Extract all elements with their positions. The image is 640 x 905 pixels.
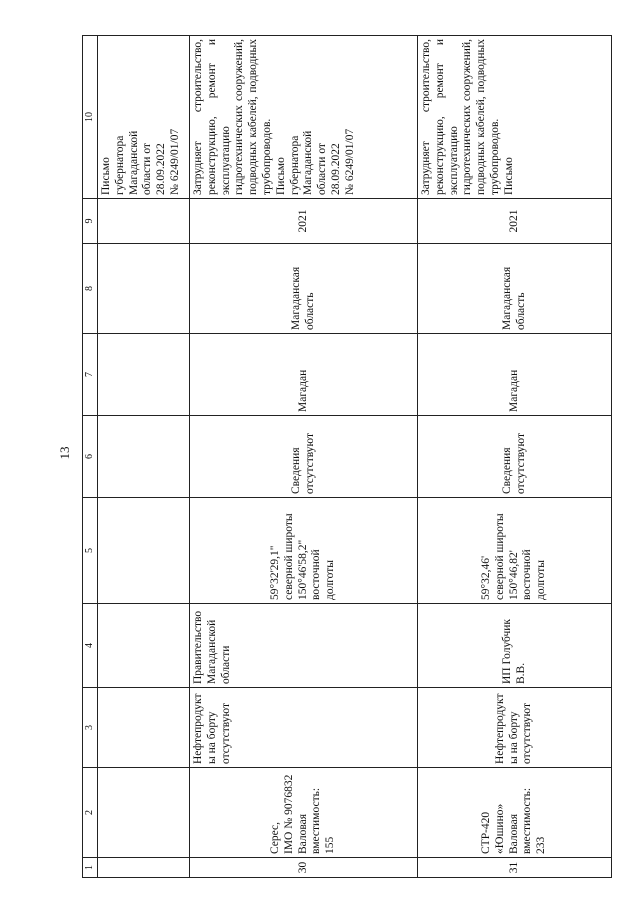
header-col-9: 9 [83, 199, 98, 244]
registry-table-rotated [82, 36, 610, 878]
vessel-cell: СТР-420 «Юшино» Валовая вместимость: 233 [418, 768, 612, 858]
year-cell: 2021 [418, 199, 612, 244]
owner-cell: Правительство Магаданской области [190, 604, 418, 688]
page-number: 13 [57, 446, 72, 460]
note-text: Затрудняет строительство, реконструкцию, ремонт и эксплуатацию гидротехнических сооружений, подводных кабелей, подводных трубопроводов. [192, 39, 273, 195]
locality-cell: Магадан [418, 334, 612, 416]
registry-table [82, 35, 612, 878]
table-row [418, 36, 612, 878]
coordinates-cell: 59°32,46' северной широты 150°46,82' восточной долготы [418, 498, 612, 604]
coordinates-cell: 59°32'29,1" северной широты 150°46'58,2" восточной долготы [190, 498, 418, 604]
row-number: 30 [190, 858, 418, 878]
cargo-cell: Нефтепродукты на борту отсутствуют [190, 688, 418, 768]
header-row [83, 36, 98, 878]
header-col-1: 1 [83, 858, 98, 878]
cargo-cell: Нефтепродукты на борту отсутствуют [418, 688, 612, 768]
note-text: Затрудняет строительство, реконструкцию, ремонт и эксплуатацию гидротехнических сооружений, подводных кабелей, подводных трубопроводов. [420, 39, 501, 195]
header-col-10: 10 [83, 36, 98, 199]
header-col-7: 7 [83, 334, 98, 416]
region-cell: Магаданская область [418, 244, 612, 334]
header-col-8: 8 [83, 244, 98, 334]
row-number: 31 [418, 858, 612, 878]
table-row [190, 36, 418, 878]
header-col-2: 2 [83, 768, 98, 858]
header-col-4: 4 [83, 604, 98, 688]
note-cell [190, 36, 418, 199]
continuation-note: Письмо губернатора Магаданской области от 28.09.2022 № 6249/01/07 [98, 36, 190, 199]
region-cell: Магаданская область [190, 244, 418, 334]
year-cell: 2021 [190, 199, 418, 244]
info-cell: Сведения отсутствуют [190, 416, 418, 498]
locality-cell: Магадан [190, 334, 418, 416]
note-letter: Письмо [502, 157, 515, 195]
continuation-row [98, 36, 190, 878]
note-cell [418, 36, 612, 199]
owner-cell: ИП Голубчик В.В. [418, 604, 612, 688]
header-col-3: 3 [83, 688, 98, 768]
header-col-5: 5 [83, 498, 98, 604]
vessel-cell: Серес, IMO № 9076832 Валовая вместимость: 155 [190, 768, 418, 858]
header-col-6: 6 [83, 416, 98, 498]
note-letter: Письмо губернатора Магаданской области от 28.09.2022 № 6249/01/07 [274, 128, 356, 195]
info-cell: Сведения отсутствуют [418, 416, 612, 498]
